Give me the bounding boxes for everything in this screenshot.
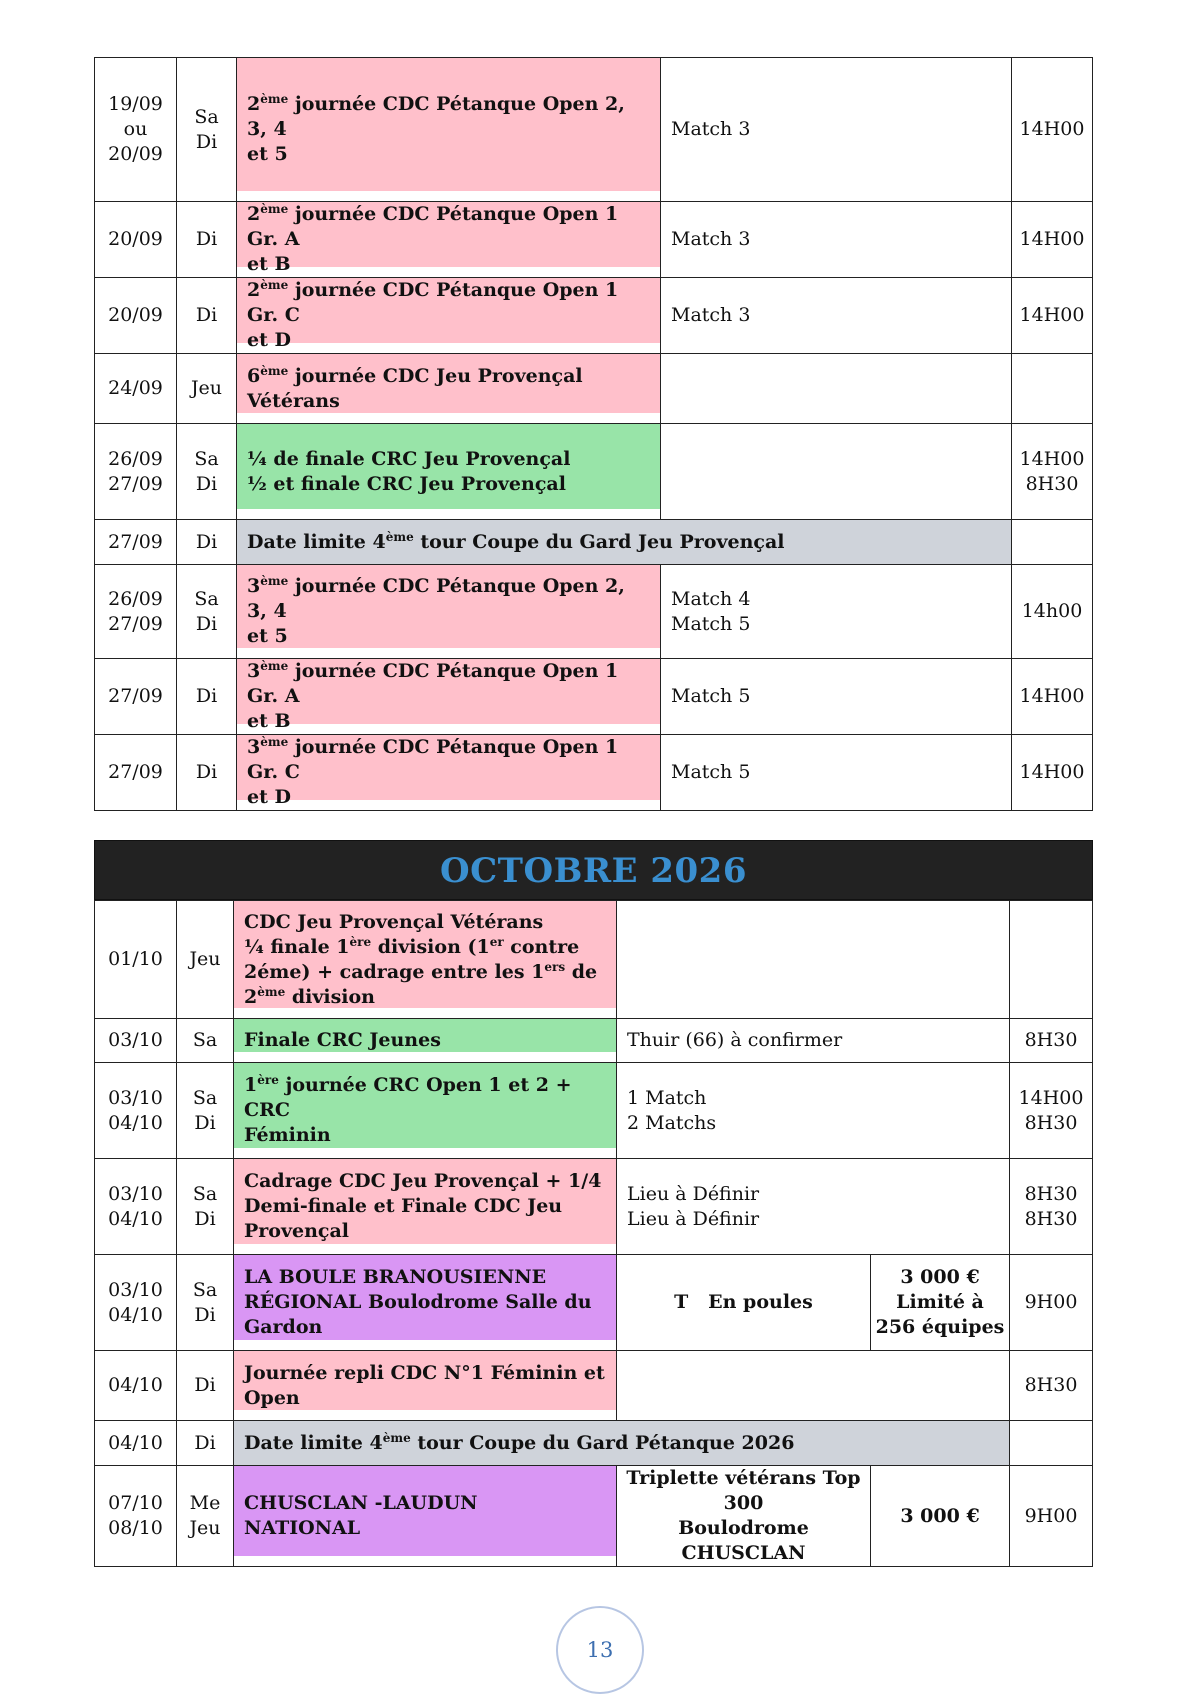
info-cell: Thuir (66) à confirmer (617, 1019, 1010, 1063)
page-number: 13 (556, 1606, 644, 1694)
time-cell (1012, 354, 1093, 424)
day-cell: Sa Di (177, 424, 237, 520)
event-cell: Cadrage CDC Jeu Provençal + 1/4 Demi-finale et Finale CDC Jeu Provençal (234, 1159, 617, 1255)
time-cell: 8H30 (1010, 1351, 1093, 1421)
day-cell: Sa Di (177, 565, 237, 659)
time-cell (1012, 520, 1093, 565)
format-cell: T En poules (617, 1255, 871, 1351)
time-cell: 14H00 8H30 (1010, 1063, 1093, 1159)
day-cell: Di (177, 520, 237, 565)
day-cell: Me Jeu (177, 1466, 234, 1567)
date-cell: 03/10 04/10 (95, 1159, 177, 1255)
info-cell (661, 424, 1012, 520)
day-cell: Di (177, 659, 237, 735)
prize-cell: 3 000 € Limité à 256 équipes (871, 1255, 1010, 1351)
event-cell: 3ème journée CDC Pétanque Open 1 Gr. C et D (237, 735, 661, 811)
time-cell: 14H00 (1012, 58, 1093, 202)
time-cell: 9H00 (1010, 1466, 1093, 1567)
table-row (95, 1063, 1093, 1159)
day-cell: Jeu (177, 901, 234, 1019)
table-row (95, 1466, 1093, 1567)
table-row (95, 659, 1093, 735)
day-cell: Di (177, 735, 237, 811)
date-cell: 03/10 04/10 (95, 1063, 177, 1159)
table-row (95, 354, 1093, 424)
table-row (95, 1351, 1093, 1421)
deadline-cell: Date limite 4ème tour Coupe du Gard Pétanque 2026 (234, 1421, 1010, 1466)
date-cell: 04/10 (95, 1351, 177, 1421)
event-cell: ¼ de finale CRC Jeu Provençal ½ et finale CRC Jeu Provençal (237, 424, 661, 520)
date-cell: 01/10 (95, 901, 177, 1019)
event-cell: 6ème journée CDC Jeu Provençal Vétérans (237, 354, 661, 424)
info-cell (617, 901, 1010, 1019)
info-cell: Match 5 (661, 659, 1012, 735)
event-cell: LA BOULE BRANOUSIENNE RÉGIONAL Boulodrome Salle du Gardon (234, 1255, 617, 1351)
date-cell: 07/10 08/10 (95, 1466, 177, 1567)
day-cell: Sa Di (177, 58, 237, 202)
info-cell (661, 354, 1012, 424)
table-row (95, 278, 1093, 354)
event-cell: 3ème journée CDC Pétanque Open 2, 3, 4 et 5 (237, 565, 661, 659)
day-cell: Sa Di (177, 1063, 234, 1159)
table-row (95, 202, 1093, 278)
table-row (95, 901, 1093, 1019)
table-row (95, 565, 1093, 659)
date-cell: 26/09 27/09 (95, 565, 177, 659)
time-cell: 9H00 (1010, 1255, 1093, 1351)
month-title: OCTOBRE 2026 (440, 851, 747, 891)
month-header (94, 840, 1093, 900)
time-cell: 14H00 (1012, 659, 1093, 735)
time-cell (1010, 1421, 1093, 1466)
info-cell (617, 1351, 1010, 1421)
event-cell: 2ème journée CDC Pétanque Open 1 Gr. C et D (237, 278, 661, 354)
time-cell: 14H00 (1012, 735, 1093, 811)
event-cell: 2ème journée CDC Pétanque Open 1 Gr. A et B (237, 202, 661, 278)
table-row (95, 424, 1093, 520)
info-cell: Match 3 (661, 202, 1012, 278)
date-cell: 20/09 (95, 202, 177, 278)
info-cell: Lieu à Définir Lieu à Définir (617, 1159, 1010, 1255)
deadline-cell: Date limite 4ème tour Coupe du Gard Jeu Provençal (237, 520, 1012, 565)
info-cell: Match 4 Match 5 (661, 565, 1012, 659)
event-cell: CHUSCLAN -LAUDUN NATIONAL (234, 1466, 617, 1567)
october-schedule-table (94, 900, 1093, 1567)
date-cell: 20/09 (95, 278, 177, 354)
prize-cell: 3 000 € (871, 1466, 1010, 1567)
table-row (95, 58, 1093, 202)
day-cell: Di (177, 1351, 234, 1421)
time-cell: 14h00 (1012, 565, 1093, 659)
day-cell: Di (177, 278, 237, 354)
table-row (95, 1421, 1093, 1466)
event-cell: CDC Jeu Provençal Vétérans ¼ finale 1ère division (1er contre 2éme) + cadrage entre les 1ers de 2ème division (234, 901, 617, 1019)
info-cell: Match 5 (661, 735, 1012, 811)
event-cell: Finale CRC Jeunes (234, 1019, 617, 1063)
day-cell: Di (177, 202, 237, 278)
date-cell: 19/09 ou 20/09 (95, 58, 177, 202)
event-cell: Journée repli CDC N°1 Féminin et Open (234, 1351, 617, 1421)
time-cell: 8H30 8H30 (1010, 1159, 1093, 1255)
date-cell: 26/09 27/09 (95, 424, 177, 520)
date-cell: 04/10 (95, 1421, 177, 1466)
info-cell: 1 Match 2 Matchs (617, 1063, 1010, 1159)
day-cell: Sa Di (177, 1255, 234, 1351)
info-cell: Match 3 (661, 278, 1012, 354)
time-cell (1010, 901, 1093, 1019)
day-cell: Jeu (177, 354, 237, 424)
time-cell: 8H30 (1010, 1019, 1093, 1063)
event-cell: 3ème journée CDC Pétanque Open 1 Gr. A et B (237, 659, 661, 735)
table-row (95, 735, 1093, 811)
date-cell: 27/09 (95, 735, 177, 811)
day-cell: Sa Di (177, 1159, 234, 1255)
date-cell: 27/09 (95, 659, 177, 735)
table-row (95, 520, 1093, 565)
date-cell: 03/10 04/10 (95, 1255, 177, 1351)
table-row (95, 1019, 1093, 1063)
time-cell: 14H00 (1012, 202, 1093, 278)
info-cell: Match 3 (661, 58, 1012, 202)
day-cell: Di (177, 1421, 234, 1466)
date-cell: 24/09 (95, 354, 177, 424)
date-cell: 27/09 (95, 520, 177, 565)
day-cell: Sa (177, 1019, 234, 1063)
date-cell: 03/10 (95, 1019, 177, 1063)
september-schedule-table (94, 57, 1093, 811)
table-row (95, 1159, 1093, 1255)
time-cell: 14H00 8H30 (1012, 424, 1093, 520)
time-cell: 14H00 (1012, 278, 1093, 354)
event-cell: 1ère journée CRC Open 1 et 2 + CRC Féminin (234, 1063, 617, 1159)
event-cell: 2ème journée CDC Pétanque Open 2, 3, 4 et 5 (237, 58, 661, 202)
format-cell: Triplette vétérans Top 300 Boulodrome CHUSCLAN (617, 1466, 871, 1567)
table-row (95, 1255, 1093, 1351)
